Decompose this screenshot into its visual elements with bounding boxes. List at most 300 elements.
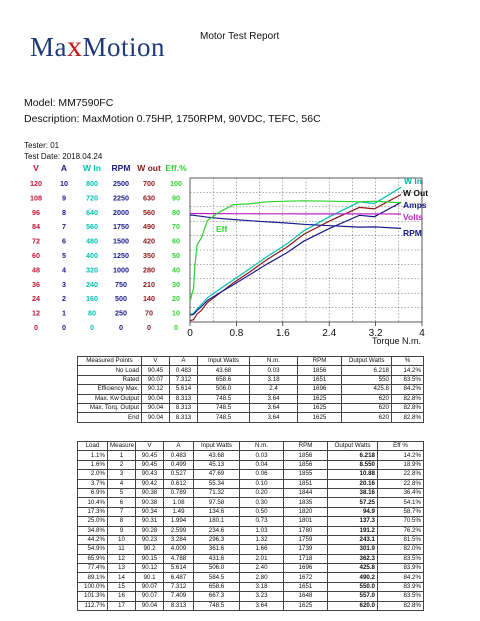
table-cell: 1625 [284,601,328,610]
axis-tick-label: 560 [86,222,98,232]
table-row [78,517,424,526]
axis-tick-label: 640 [86,207,98,217]
table-cell: 3.64 [250,413,298,422]
table-cell: 3.23 [240,592,284,601]
table-cell: 90.07 [136,592,164,601]
description-label: Description: MaxMotion 0.75HP, 1750RPM, 90VDC, TEFC, 56C [24,113,321,125]
axis-tick-label: 0 [147,323,151,332]
series-label-eff: Eff [216,224,228,234]
table-cell: 97.58 [194,498,240,507]
table-cell: 83.5% [378,592,424,601]
table-cell: 3.284 [164,535,194,544]
axis-tick-label: 750 [115,279,127,289]
table-cell: 1851 [284,479,328,488]
table-row [78,507,424,516]
table-cell: 101.3% [78,592,108,601]
table-cell: 557.0 [328,592,378,601]
table-cell: 6.218 [342,366,392,375]
table-cell: 47.69 [194,470,240,479]
table-header-cell: RPM [298,357,342,366]
table-cell: 10 [108,535,136,544]
table-cell: 57.25 [328,498,378,507]
tester-label: Tester: 01 [24,141,60,150]
table-cell: 82.8% [392,413,424,422]
table-cell: 77.4% [78,564,108,573]
axis-tick-label: 12 [32,308,40,318]
table-cell: 83.5% [392,375,424,384]
table-cell: 81.5% [378,535,424,544]
axis-tick-label: 1000 [113,265,129,275]
table-cell: 3.18 [250,375,298,384]
table-cell: 0.10 [240,479,284,488]
axis-tick-label: 60 [172,236,180,246]
axis-tick-label: 700 [143,179,155,188]
table-cell: 82.0% [378,545,424,554]
x-axis-label: Torque N.m. [372,336,422,346]
table-cell: 8.313 [170,403,198,412]
table-cell: 0.483 [170,366,198,375]
table-cell: Efficiency Max. [78,385,142,394]
table-cell: 14.2% [378,451,424,460]
table-cell: 506.0 [194,564,240,573]
table-cell: 234.6 [194,526,240,535]
table-cell: 4 [108,479,136,488]
table-header-cell: V [142,357,170,366]
axis-tick-label: 1250 [113,251,129,260]
table-cell: End [78,413,142,422]
axis-tick-label: 320 [86,265,98,275]
table-cell: 1 [108,451,136,460]
table-cell: 13 [108,564,136,573]
table-cell: 90.12 [142,385,170,394]
table-cell: 6.487 [164,573,194,582]
table-row [78,535,424,544]
table-cell: 16 [108,592,136,601]
table-cell: 82.8% [392,403,424,412]
table-cell: 1.1% [78,451,108,460]
table-cell: 90.12 [136,564,164,573]
table-cell: 90.15 [136,554,164,563]
table-row [78,582,424,591]
table-row [78,375,424,384]
table-cell: 83.9% [378,564,424,573]
table-cell: 620 [342,413,392,422]
axis-tick-label: 40 [172,265,180,275]
x-tick-label: 2.4 [322,328,337,339]
table-cell: 11 [108,545,136,554]
table-cell: 0.06 [240,470,284,479]
axis-tick-label: 8 [62,207,66,217]
axis-tick-label: 350 [143,251,155,260]
table-cell: 1.994 [164,517,194,526]
table-cell: 3 [108,470,136,479]
table-cell: 2.01 [240,554,284,563]
table-cell: 1651 [298,375,342,384]
table-cell: 90.43 [136,470,164,479]
axis-tick-label: 48 [32,265,40,275]
table-header-cell: Input Watts [198,357,250,366]
table-header-cell: N.m. [240,442,284,451]
x-tick-label: 3.2 [368,328,383,339]
table-cell: 1801 [284,517,328,526]
axis-tick-label: 5 [62,251,66,260]
table-header-cell: % [392,357,424,366]
measured-points-table [77,356,424,423]
axis-tick-label: 0 [119,323,123,332]
table-cell: 7 [108,507,136,516]
table-cell: 0.483 [164,451,194,460]
table-cell: 1651 [284,582,328,591]
axis-tick-label: 560 [143,207,155,217]
table-cell: 112.7% [78,601,108,610]
table-cell: 5.614 [164,564,194,573]
table-cell: 54.1% [378,498,424,507]
series-label-w-in: W In [404,176,422,186]
axis-tick-label: 0 [174,323,178,332]
table-cell: 90.23 [136,535,164,544]
table-cell: 0.527 [164,470,194,479]
table-cell: 82.8% [378,601,424,610]
table-cell: 8.313 [170,394,198,403]
table-cell: 70.5% [378,517,424,526]
table-cell: 0.73 [240,517,284,526]
axis-tick-label: 36 [32,279,40,289]
table-header-row [78,442,424,451]
table-cell: 1820 [284,507,328,516]
table-cell: 84.2% [378,573,424,582]
table-header-cell: Input Watts [194,442,240,451]
table-cell: 1780 [284,526,328,535]
table-cell: 0.03 [240,451,284,460]
axis-header-1: A [60,163,68,173]
table-row [78,526,424,535]
table-cell: 55.34 [194,479,240,488]
axis-tick-label: 0 [34,323,38,332]
table-cell: 76.2% [378,526,424,535]
axis-tick-label: 1500 [113,236,129,246]
series-label-amps: Amps [403,200,427,210]
axis-tick-label: 20 [172,294,180,304]
axis-tick-label: 280 [143,265,155,275]
table-cell: 38.16 [328,488,378,497]
table-cell: 65.9% [78,554,108,563]
table-cell: 4.009 [164,545,194,554]
table-cell: 191.2 [328,526,378,535]
table-cell: 5.614 [170,385,198,394]
table-cell: 15 [108,582,136,591]
table-row [78,460,424,469]
table-row [78,545,424,554]
table-cell: 22.8% [378,470,424,479]
table-cell: 17 [108,601,136,610]
axis-tick-label: 96 [32,207,40,217]
table-cell: 82.8% [392,394,424,403]
series-label-rpm: RPM [403,228,422,238]
table-cell: 4.788 [164,554,194,563]
table-cell: 3.64 [250,403,298,412]
table-cell: 362.3 [328,554,378,563]
table-header-cell: A [164,442,194,451]
table-row [78,573,424,582]
table-cell: Max. Torq. Output [78,403,142,412]
table-cell: 506.0 [198,385,250,394]
table-header-cell: V [136,442,164,451]
table-row [78,488,424,497]
table-cell: 1855 [284,470,328,479]
table-row [78,498,424,507]
table-cell: 1696 [284,564,328,573]
axis-tick-label: 100 [170,179,182,188]
axis-tick-label: 2500 [113,179,129,188]
table-cell: 361.6 [194,545,240,554]
axis-header-3: RPM [111,163,131,173]
model-label: Model: MM7590FC [24,97,114,109]
report-title: Motor Test Report [200,31,280,42]
x-tick-label: 0 [187,328,193,339]
series-label-volts: Volts [403,212,424,222]
table-cell: 7.312 [164,582,194,591]
axis-tick-label: 10 [172,308,180,318]
axis-tick-label: 70 [172,222,180,232]
table-row [78,601,424,610]
table-row [78,451,424,460]
table-cell: 1625 [298,403,342,412]
axis-tick-label: 10 [60,179,68,188]
axis-tick-label: 6 [62,236,66,246]
table-cell: 90.1 [136,573,164,582]
table-cell: 584.5 [194,573,240,582]
table-cell: 1.49 [164,507,194,516]
axis-tick-label: 80 [88,308,96,318]
table-header-cell: Output Watts [342,357,392,366]
table-cell: 90.42 [136,479,164,488]
table-cell: 137.3 [328,517,378,526]
axis-tick-label: 3 [62,279,66,289]
table-cell: 36.4% [378,488,424,497]
table-cell: 620.0 [328,601,378,610]
table-cell: 1856 [284,451,328,460]
table-cell: 620 [342,394,392,403]
table-cell: 0.20 [240,488,284,497]
table-cell: 6.218 [328,451,378,460]
axis-tick-label: 210 [143,279,155,289]
table-cell: 25.0% [78,517,108,526]
axis-tick-label: 30 [172,279,180,289]
axis-tick-label: 120 [30,179,42,188]
table-row [78,385,424,394]
table-cell: 0.04 [240,460,284,469]
table-cell: 1672 [284,573,328,582]
table-cell: 43.68 [198,366,250,375]
table-row [78,554,424,563]
table-cell: 0.30 [240,498,284,507]
table-cell: 1.03 [240,526,284,535]
table-row [78,470,424,479]
table-cell: 620 [342,403,392,412]
table-cell: 748.5 [198,403,250,412]
table-cell: 2 [108,460,136,469]
table-cell: 1.6% [78,460,108,469]
table-cell: 243.1 [328,535,378,544]
axis-tick-label: 2000 [113,207,129,217]
table-cell: 3.7% [78,479,108,488]
table-cell: 1625 [298,394,342,403]
table-cell: 550 [342,375,392,384]
table-row [78,394,424,403]
table-cell: Rated [78,375,142,384]
table-cell: 2.40 [240,564,284,573]
table-cell: 45.13 [194,460,240,469]
table-cell: 90.07 [142,375,170,384]
table-header-cell: A [170,357,198,366]
table-cell: 1.32 [240,535,284,544]
table-cell: 550.0 [328,582,378,591]
axis-tick-label: 84 [32,222,40,232]
table-cell: 8 [108,517,136,526]
table-cell: Max. Kw Output [78,394,142,403]
table-cell: 90.04 [136,601,164,610]
table-cell: 6.9% [78,488,108,497]
table-cell: 5 [108,488,136,497]
axis-tick-label: 7 [62,222,66,232]
axis-tick-label: 72 [32,236,40,246]
series-line-volts [190,214,401,215]
table-cell: 90.38 [136,498,164,507]
axis-tick-label: 24 [32,294,40,304]
x-tick-label: 1.6 [275,328,290,339]
axis-tick-label: 1 [62,308,66,318]
test-date-label: Test Date: 2018.04.24 [24,152,103,161]
table-cell: 9 [108,526,136,535]
table-cell: 84.2% [392,385,424,394]
series-label-w-out: W Out [403,188,429,198]
table-row [78,479,424,488]
table-cell: 8.313 [164,601,194,610]
table-cell: 14 [108,573,136,582]
table-cell: 17.3% [78,507,108,516]
axis-tick-label: 0 [62,323,66,332]
table-cell: 1759 [284,535,328,544]
table-cell: 1835 [284,498,328,507]
table-cell: 1.08 [164,498,194,507]
table-cell: 14.2% [392,366,424,375]
table-cell: 90.04 [142,394,170,403]
axis-header-4: W out [137,163,161,173]
table-cell: 90.04 [142,403,170,412]
table-cell: 1844 [284,488,328,497]
table-header-cell: Eff % [378,442,424,451]
axis-tick-label: 90 [172,193,180,203]
axis-tick-label: 2250 [113,193,129,203]
table-cell: 2.4 [250,385,298,394]
table-cell: 0.499 [164,460,194,469]
table-header-cell: Measure [108,442,136,451]
axis-tick-label: 160 [86,294,98,304]
table-cell: 301.9 [328,545,378,554]
table-cell: 10.88 [328,470,378,479]
table-cell: 34.8% [78,526,108,535]
table-cell: 425.8 [342,385,392,394]
table-row [78,413,424,422]
table-cell: 1648 [284,592,328,601]
axis-tick-label: 9 [62,193,66,203]
table-cell: 296.3 [194,535,240,544]
axis-tick-label: 80 [172,207,180,217]
table-cell: 490.2 [328,573,378,582]
table-header-cell: Output Watts [328,442,378,451]
axis-tick-label: 2 [62,294,66,304]
table-cell: 12 [108,554,136,563]
x-tick-label: 0.8 [229,328,244,339]
table-cell: 43.68 [194,451,240,460]
load-measurements-table [77,441,424,611]
table-cell: 22.8% [378,479,424,488]
table-cell: 7.409 [164,592,194,601]
table-cell: 44.2% [78,535,108,544]
table-header-cell: RPM [284,442,328,451]
table-cell: 0.03 [250,366,298,375]
table-cell: 0.612 [164,479,194,488]
table-cell: 100.0% [78,582,108,591]
table-cell: 658.6 [198,375,250,384]
table-cell: 90.45 [142,366,170,375]
axis-tick-label: 480 [86,236,98,246]
table-cell: 10.4% [78,498,108,507]
table-cell: 8.550 [328,460,378,469]
maxmotion-logo: MaxMotion [30,30,166,63]
axis-tick-label: 420 [143,236,155,246]
table-cell: 6 [108,498,136,507]
table-cell: 748.5 [198,394,250,403]
table-cell: 90.31 [136,517,164,526]
table-cell: 1625 [298,413,342,422]
table-cell: 667.3 [194,592,240,601]
axis-tick-label: 50 [172,251,180,260]
table-row [78,366,424,375]
table-cell: 90.45 [136,460,164,469]
table-cell: 134.6 [194,507,240,516]
table-cell: 90.38 [136,488,164,497]
table-cell: 0.789 [164,488,194,497]
table-header-cell: Load [78,442,108,451]
table-cell: 90.2 [136,545,164,554]
table-cell: 7.312 [170,375,198,384]
axis-tick-label: 240 [86,279,98,289]
table-cell: 90.07 [136,582,164,591]
table-cell: 90.28 [136,526,164,535]
axis-tick-label: 0 [90,323,94,332]
table-cell: 431.6 [194,554,240,563]
axis-scale-columns [30,163,187,332]
table-header-cell: Measured Points [78,357,142,366]
table-cell: 90.45 [136,451,164,460]
axis-header-5: Eff.% [165,163,187,173]
table-header-cell: N.m. [250,357,298,366]
axis-tick-label: 490 [143,222,155,232]
axis-tick-label: 140 [143,294,155,304]
table-cell: 83.5% [378,554,424,563]
table-cell: No Load [78,366,142,375]
table-cell: 0.50 [240,507,284,516]
table-cell: 8.313 [170,413,198,422]
axis-tick-label: 70 [145,308,153,318]
table-cell: 3.18 [240,582,284,591]
table-cell: 658.6 [194,582,240,591]
table-cell: 1856 [284,460,328,469]
axis-tick-label: 800 [86,179,98,188]
table-cell: 748.5 [198,413,250,422]
axis-tick-label: 400 [86,251,98,260]
